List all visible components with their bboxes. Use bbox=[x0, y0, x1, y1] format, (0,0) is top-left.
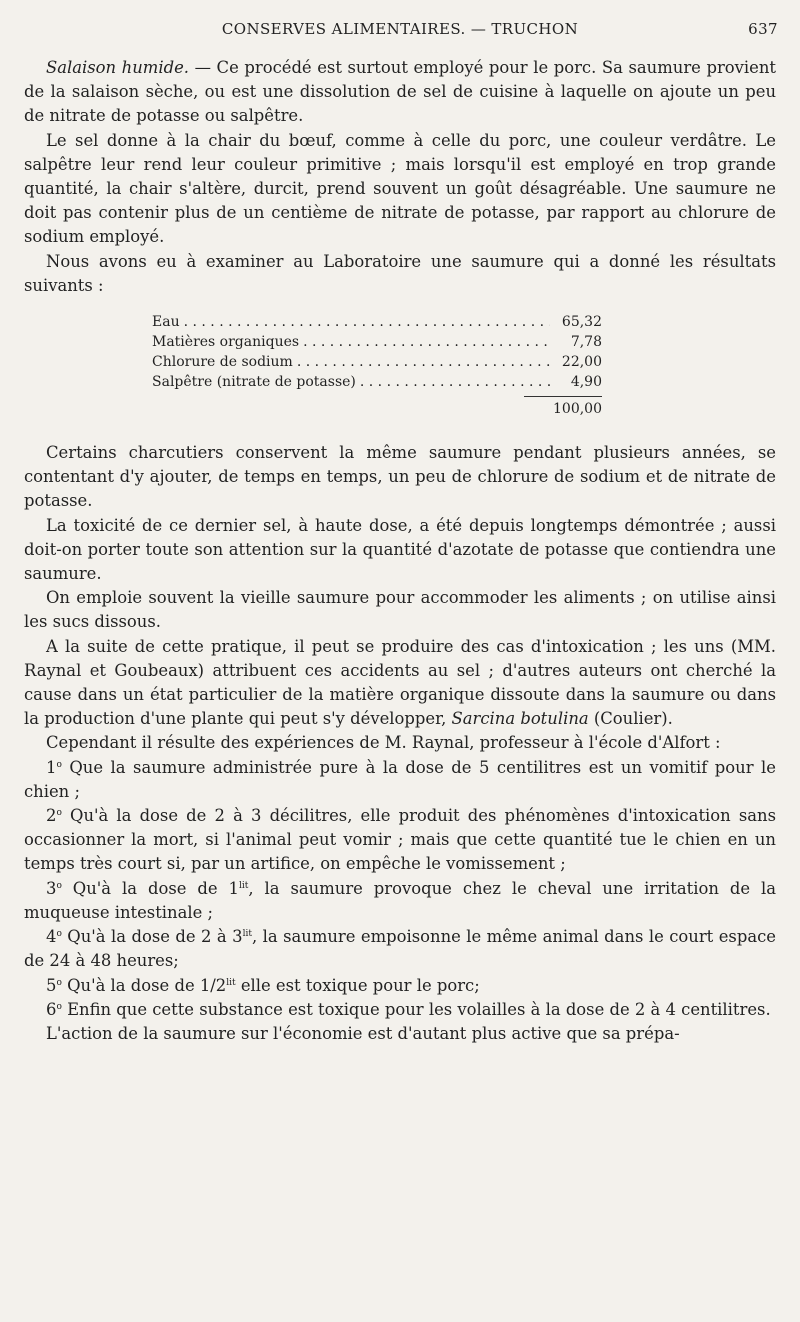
paragraph-sel-salpetre: Le sel donne à la chair du bœuf, comme à celle du porc, une couleur verdâtre. Le salpêtre leur rend leur couleur primitive ; mais lorsqu'il est employé en trop grande quantité, la chair s'altère, durcit, prend souvent un goût désagréable. Une saumure ne doit pas contenir plus de un centième de nitrate de potasse, par rapport au chlorure de sodium employé. bbox=[24, 130, 776, 247]
paragraph-text: (Coulier). bbox=[588, 709, 673, 729]
item-number: 6 bbox=[46, 999, 57, 1019]
table-row bbox=[152, 352, 602, 372]
item-unit: lit bbox=[238, 880, 249, 891]
item-text: Enfin que cette substance est toxique pour les volailles à la dose de 2 à 4 centilitres. bbox=[61, 999, 771, 1019]
paragraph-laboratoire: Nous avons eu à examiner au Laboratoire une saumure qui a donné les résultats suivants : bbox=[24, 251, 776, 295]
list-item: 5$^o$ Qu'à la dose de $1/2^{lit}$ elle est toxique pour le porc; bbox=[46, 975, 480, 995]
analysis-table bbox=[152, 312, 602, 419]
item-number: 4 bbox=[46, 927, 57, 947]
list-item: 4$^o$ Qu'à la dose de 2 à $3^{lit}$, la saumure empoisonne le même animal dans le court espace de 24 à 48 heures; bbox=[24, 927, 776, 971]
item-text: Qu'à la dose de 1 bbox=[61, 878, 239, 898]
running-title: CONSERVES ALIMENTAIRES. — TRUCHON bbox=[221, 20, 579, 38]
list-item: 2$^o$ Qu'à la dose de 2 à 3 décilitres, elle produit des phénomènes d'intoxication sans occasionner la mort, si l'animal peut vomir ; mais que cette quantité tue le chien en un temps très court si, par un artifice, on empêche le vomissement ; bbox=[24, 806, 776, 874]
paragraph-toxicite: La toxicité de ce dernier sel, à haute dose, a été depuis longtemps démontrée ; aussi doit-on porter toute son attention sur la quantité d'azotate de potasse que contiendra une saumure. bbox=[24, 515, 776, 584]
paragraph-vieille-saumure: On emploie souvent la vieille saumure pour accommoder les aliments ; on utilise ainsi les sucs dissous. bbox=[24, 588, 776, 632]
item-text: , la saumure empoisonne le même animal dans le court espace de 24 à 48 heures; bbox=[24, 927, 776, 971]
list-item: 6$^o$ Enfin que cette substance est toxique pour les volailles à la dose de 2 à 4 centilitres. bbox=[46, 999, 771, 1019]
row-value: 4,90 bbox=[570, 374, 602, 391]
item-text: Que la saumure administrée pure à la dose de 5 centilitres est un vomitif pour le chien ; bbox=[24, 757, 776, 801]
item-number: 1 bbox=[46, 757, 57, 777]
paragraph-text: — Ce procédé est surtout employé pour le porc. Sa saumure provient de la salaison sèche, ou est une dissolution de sel de cuisine à laquelle on ajoute un peu de nitrate de potasse ou salpêtre. bbox=[24, 58, 776, 126]
item-text: Qu'à la dose de 1/2 bbox=[61, 975, 227, 995]
table-row bbox=[152, 332, 602, 352]
leader-dots bbox=[360, 372, 550, 392]
table-row bbox=[152, 372, 602, 392]
row-label: Matières organiques bbox=[152, 334, 300, 351]
page-body bbox=[24, 56, 776, 1046]
item-number: 5 bbox=[46, 975, 57, 995]
row-value: 7,78 bbox=[570, 334, 602, 351]
sum-rule bbox=[524, 396, 602, 397]
row-label: Chlorure de sodium bbox=[152, 354, 293, 371]
paragraph-raynal: Cependant il résulte des expériences de M. Raynal, professeur à l'école d'Alfort : bbox=[46, 733, 721, 753]
item-number: 3 bbox=[46, 878, 57, 898]
paragraph-charcutiers: Certains charcutiers conservent la même saumure pendant plusieurs années, se contentant d'y ajouter, de temps en temps, un peu de chlorure de sodium et de nitrate de potasse. bbox=[24, 443, 776, 511]
item-unit: lit bbox=[226, 977, 236, 988]
row-value: 65,32 bbox=[561, 314, 602, 331]
running-header bbox=[22, 20, 778, 42]
row-value: 22,00 bbox=[561, 354, 602, 371]
item-unit: lit bbox=[242, 929, 252, 940]
paragraph-text: A la suite de cette pratique, il peut se produire des cas d'intoxication ; les uns (MM. Raynal et Goubeaux) attribuent ces accidents au sel ; d'autres auteurs ont cherché la cause dans un état particulier de la matière organique dissoute dans la saumure ou dans la production d'une plante qui peut s'y développer, bbox=[24, 636, 776, 729]
item-number: 2 bbox=[46, 806, 57, 826]
item-text: , la saumure provoque chez le cheval une irritation de la muqueuse intestinale ; bbox=[24, 878, 777, 922]
table-row bbox=[152, 312, 602, 332]
section-term: Salaison humide. bbox=[46, 58, 189, 77]
paragraph-intoxication bbox=[24, 635, 776, 732]
paragraph-salaison-humide bbox=[24, 56, 776, 129]
list-item: 1$^o$ Que la saumure administrée pure à la dose de 5 centilitres est un vomitif pour le chien ; bbox=[24, 757, 776, 801]
table-total: 100,00 bbox=[553, 401, 602, 418]
leader-dots bbox=[297, 352, 550, 372]
species-name: Sarcina botulina bbox=[451, 709, 589, 729]
paragraph-action-saumure: L'action de la saumure sur l'économie est d'autant plus active que sa prépa- bbox=[46, 1023, 680, 1043]
leader-dots bbox=[303, 332, 550, 352]
row-label: Eau bbox=[152, 314, 180, 331]
item-text: elle est toxique pour le porc; bbox=[235, 975, 480, 995]
leader-dots bbox=[184, 312, 550, 332]
row-label: Salpêtre (nitrate de potasse) bbox=[152, 374, 356, 391]
item-text: Qu'à la dose de 2 à 3 bbox=[61, 927, 243, 947]
list-item: 3$^o$ Qu'à la dose de $1^{lit}$, la saumure provoque chez le cheval une irritation de la muqueuse intestinale ; bbox=[24, 878, 777, 922]
page-number: 637 bbox=[748, 20, 778, 38]
item-text: Qu'à la dose de 2 à 3 décilitres, elle produit des phénomènes d'intoxication sans occasionner la mort, si l'animal peut vomir ; mais que cette quantité tue le chien en un temps très court si, par un artifice, on empêche le vomissement ; bbox=[24, 806, 776, 874]
